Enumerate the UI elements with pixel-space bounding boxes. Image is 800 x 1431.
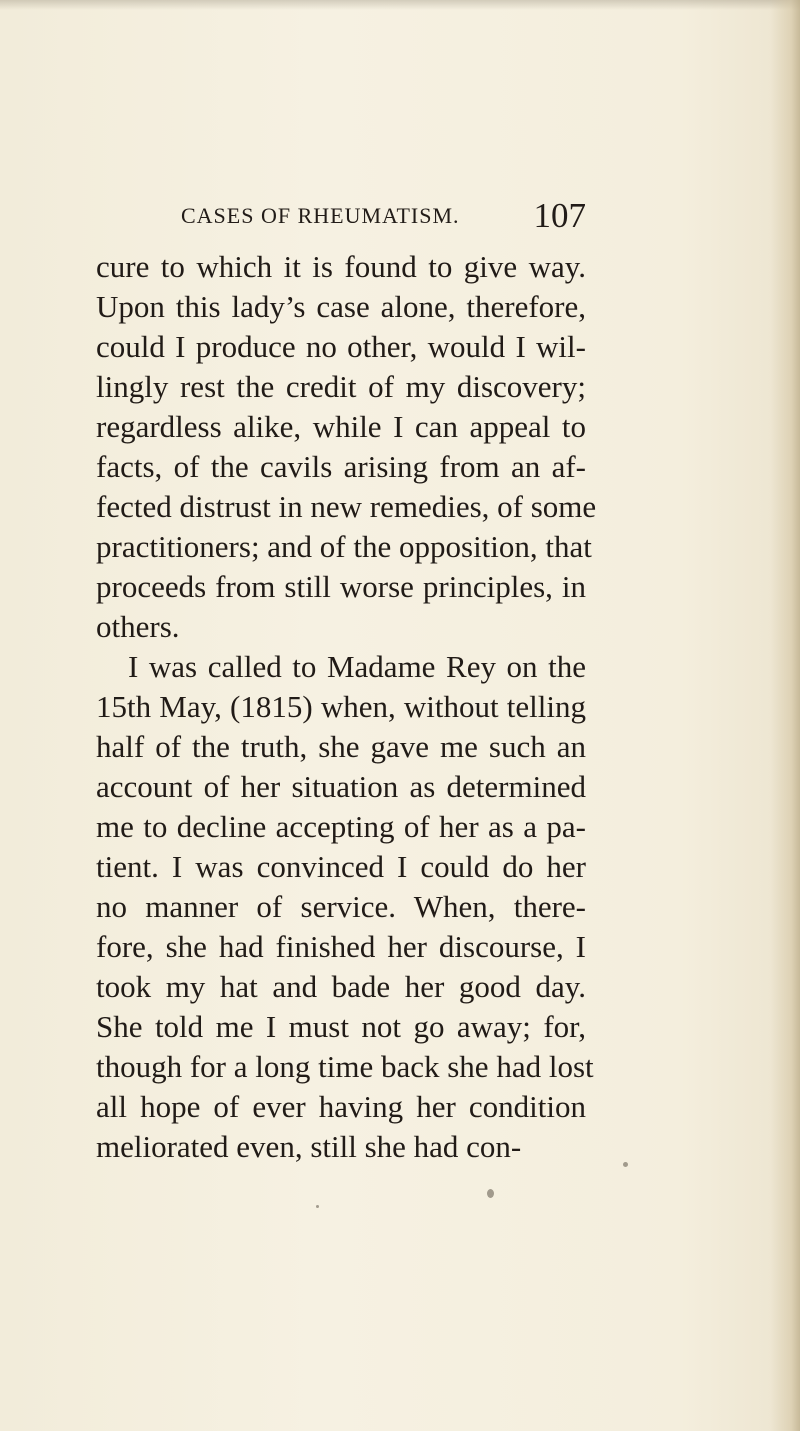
paper-speck [487,1189,494,1198]
text-line: took my hat and bade her good day. [96,969,586,1004]
text-line: facts, of the cavils arising from an af- [96,449,586,484]
running-title: CASES OF RHEUMATISM. [181,203,460,228]
paragraph-end-line: others. [96,609,180,644]
paragraph-start-line: I was called to Madame Rey on the [128,649,586,684]
paper-speck [623,1162,628,1167]
page-number: 107 [533,196,586,235]
text-line: account of her situation as determined [96,769,586,804]
text-line: fected distrust in new remedies, of some [96,489,597,524]
text-line: tient. I was convinced I could do her [96,849,586,884]
text-line: all hope of ever having her condition [96,1089,586,1124]
text-line: regardless alike, while I can appeal to [96,409,586,444]
paper-speck [316,1205,319,1208]
text-line: 15th May, (1815) when, without telling [96,689,586,724]
text-line: proceeds from still worse principles, in [96,569,586,604]
text-line: cure to which it is found to give way. [96,249,586,284]
text-line: could I produce no other, would I wil- [96,329,586,364]
text-line: meliorated even, still she had con- [96,1129,522,1164]
page-gutter-edge [770,0,800,1431]
text-line: Upon this lady’s case alone, therefore, [96,289,586,324]
text-line: She told me I must not go away; for, [96,1009,586,1044]
text-line: me to decline accepting of her as a pa- [96,809,586,844]
text-line: half of the truth, she gave me such an [96,729,586,764]
text-line: no manner of service. When, there- [96,889,586,924]
text-line: fore, she had finished her discourse, I [96,929,586,964]
text-line: though for a long time back she had lost [96,1049,594,1084]
text-line: lingly rest the credit of my discovery; [96,369,586,404]
running-head [181,196,586,236]
page-top-shadow [0,0,800,10]
body-text [96,247,597,1167]
text-line: practitioners; and of the opposition, that [96,529,592,564]
